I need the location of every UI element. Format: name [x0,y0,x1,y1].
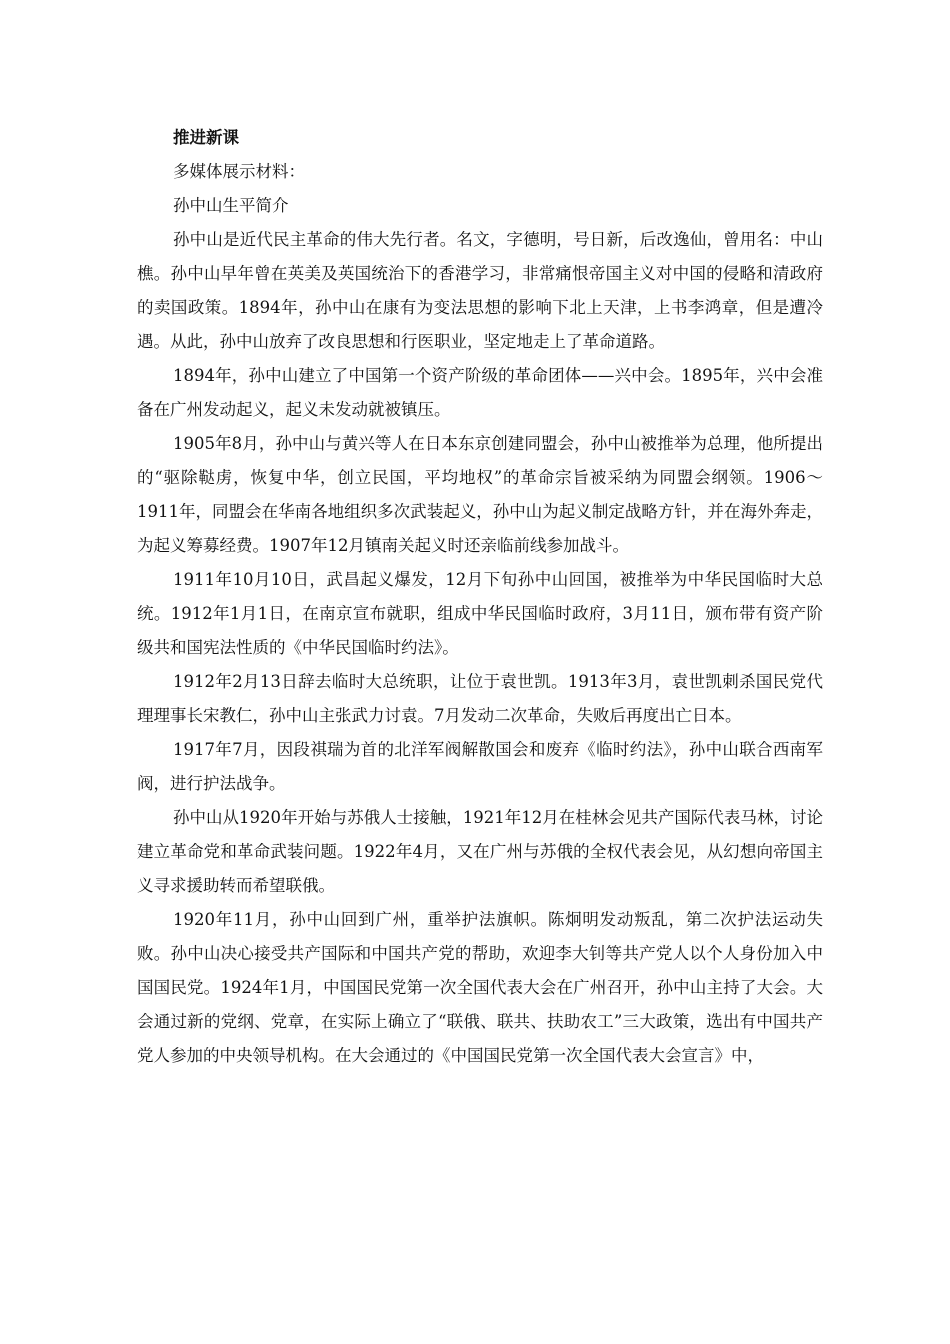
document-body [137,121,823,1073]
paragraph-1905: 1905年8月，孙中山与黄兴等人在日本东京创建同盟会，孙中山被推举为总理，他所提出的“驱除鞑虏，恢复中华，创立民国，平均地权”的革命宗旨被采纳为同盟会纲领。1906～1911年，同盟会在华南各地组织多次武装起义，孙中山为起义制定战略方针，并在海外奔走，为起义筹募经费。1907年12月镇南关起义时还亲临前线参加战斗。 [137,434,823,555]
paragraph-1920-soviet: 孙中山从1920年开始与苏俄人士接触，1921年12月在桂林会见共产国际代表马林，讨论建立革命党和革命武装问题。1922年4月，又在广州与苏俄的全权代表会见，从幻想向帝国主义寻求援助转而希望联俄。 [137,808,823,895]
intro-line: 多媒体展示材料： [173,162,305,181]
paragraph-intro: 孙中山是近代民主革命的伟大先行者。名文，字德明，号日新，后改逸仙，曾用名：中山樵。孙中山早年曾在英美及英国统治下的香港学习，非常痛恨帝国主义对中国的侵略和清政府的卖国政策。1894年，孙中山在康有为变法思想的影响下北上天津，上书李鸿章，但是遭冷遇。从此，孙中山放弃了改良思想和行医职业，坚定地走上了革命道路。 [137,230,823,351]
paragraph-1917: 1917年7月，因段祺瑞为首的北洋军阀解散国会和废弃《临时约法》，孙中山联合西南军阀，进行护法战争。 [137,740,823,793]
paragraph-1894: 1894年，孙中山建立了中国第一个资产阶级的革命团体——兴中会。1895年，兴中会准备在广州发动起义，起义未发动就被镇压。 [137,366,823,419]
paragraph-1912: 1912年2月13日辞去临时大总统职，让位于袁世凯。1913年3月，袁世凯刺杀国民党代理理事长宋教仁，孙中山主张武力讨袁。7月发动二次革命，失败后再度出亡日本。 [137,672,823,725]
paragraph-1920-guangzhou: 1920年11月，孙中山回到广州，重举护法旗帜。陈炯明发动叛乱，第二次护法运动失败。孙中山决心接受共产国际和中国共产党的帮助，欢迎李大钊等共产党人以个人身份加入中国国民党。1924年1月，中国国民党第一次全国代表大会在广州召开，孙中山主持了大会。大会通过新的党纲、党章，在实际上确立了“联俄、联共、扶助农工”三大政策，选出有中国共产党人参加的中央领导机构。在大会通过的《中国国民党第一次全国代表大会宣言》中， [137,910,823,1065]
subtitle-line: 孙中山生平简介 [173,196,289,215]
section-heading: 推进新课 [173,128,239,147]
paragraph-1911: 1911年10月10日，武昌起义爆发，12月下旬孙中山回国，被推举为中华民国临时大总统。1912年1月1日，在南京宣布就职，组成中华民国临时政府，3月11日，颁布带有资产阶级共和国宪法性质的《中华民国临时约法》。 [137,570,823,657]
